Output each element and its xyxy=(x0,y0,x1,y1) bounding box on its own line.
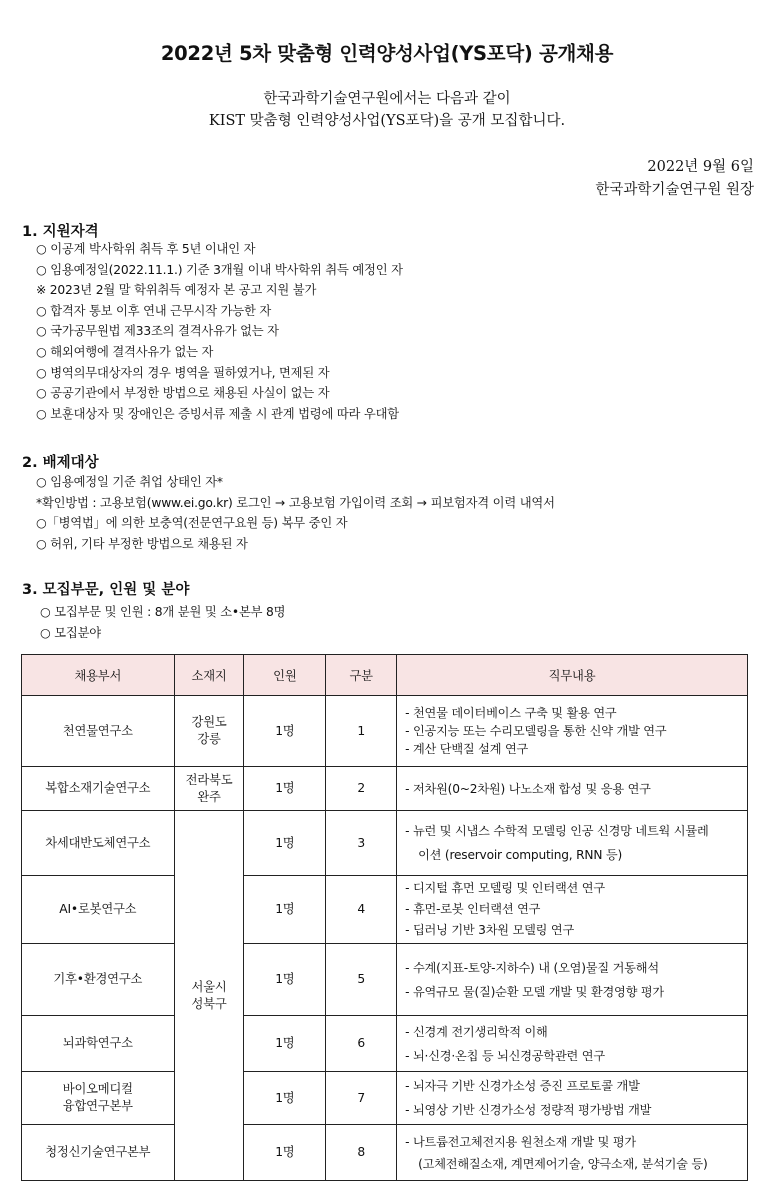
duties-cell xyxy=(397,876,748,944)
location-cell xyxy=(174,696,244,767)
count-cell: 1명 xyxy=(244,696,326,767)
list-item: ○ 병역의무대상자의 경우 병역을 필하였거나, 면제된 자 xyxy=(36,365,330,380)
table-row xyxy=(22,1072,748,1125)
duty-line: - 저차원(0~2차원) 나노소재 합성 및 응용 연구 xyxy=(405,781,651,796)
table-row xyxy=(22,811,748,876)
recruitment-table xyxy=(21,654,748,1181)
issue-date: 2022년 9월 6일 xyxy=(647,159,754,175)
duty-line: (고체전해질소재, 계면제어기술, 양극소재, 분석기술 등) xyxy=(418,1156,708,1171)
intro-text xyxy=(0,88,774,132)
duties-cell xyxy=(397,1125,748,1181)
number-cell: 8 xyxy=(326,1125,397,1181)
table-row xyxy=(22,1016,748,1072)
list-item: ○ 국가공무원법 제33조의 결격사유가 없는 자 xyxy=(36,324,279,339)
list-item: ○ 모집분야 xyxy=(40,625,101,640)
count-cell: 1명 xyxy=(244,1016,326,1072)
table-row xyxy=(22,696,748,767)
list-item: ○ 임용예정일 기준 취업 상태인 자* xyxy=(36,475,223,489)
location-cell xyxy=(174,811,244,1181)
header-headcount: 인원 xyxy=(244,655,326,696)
header-location: 소재지 xyxy=(174,655,244,696)
duty-line: - 나트륨전고체전지용 원천소재 개발 및 평가 xyxy=(405,1134,636,1149)
duties-cell xyxy=(397,944,748,1016)
number-cell: 5 xyxy=(326,944,397,1016)
duty-line: - 인공지능 또는 수리모델링을 통한 신약 개발 연구 xyxy=(405,724,667,738)
table-row xyxy=(22,767,748,811)
duty-line: - 천연물 데이터베이스 구축 및 활용 연구 xyxy=(405,706,617,720)
location-line: 완주 xyxy=(197,789,221,804)
duty-line: - 뇌영상 기반 신경가소성 정량적 평가방법 개발 xyxy=(405,1103,652,1117)
location-line: 성북구 xyxy=(191,996,227,1011)
duty-line: 이션 (reservoir computing, RNN 등) xyxy=(418,848,623,862)
header-department: 채용부서 xyxy=(22,655,175,696)
table-header-row xyxy=(22,655,748,696)
dept-cell: 천연물연구소 xyxy=(22,696,175,767)
issuer: 한국과학기술연구원 원장 xyxy=(595,182,754,198)
table-row xyxy=(22,876,748,944)
location-cell xyxy=(174,767,244,811)
dept-cell: 청정신기술연구본부 xyxy=(22,1125,175,1181)
count-cell: 1명 xyxy=(244,1072,326,1125)
duties-cell xyxy=(397,1072,748,1125)
list-item: ○ 합격자 통보 이후 연내 근무시작 가능한 자 xyxy=(36,303,272,318)
number-cell: 2 xyxy=(326,767,397,811)
intro-line-2: KIST 맞춤형 인력양성사업(YS포닥)을 공개 모집합니다. xyxy=(208,113,566,129)
date-block xyxy=(595,156,754,202)
section-heading-qualifications: 1. 지원자격 xyxy=(22,224,99,240)
dept-line: 바이오메디컬 xyxy=(62,1082,133,1096)
list-item: ○ 이공계 박사학위 취득 후 5년 이내인 자 xyxy=(36,242,256,256)
number-cell: 1 xyxy=(326,696,397,767)
duty-line: - 딥러닝 기반 3차원 모델링 연구 xyxy=(405,923,575,937)
list-item: ○「병역법」에 의한 보충역(전문연구요원 등) 복무 중인 자 xyxy=(36,516,348,531)
section-heading-recruitment: 3. 모집부문, 인원 및 분야 xyxy=(22,582,190,598)
header-duties: 직무내용 xyxy=(397,655,748,696)
recruitment-list xyxy=(40,602,285,643)
duty-line: - 신경계 전기생리학적 이해 xyxy=(405,1024,548,1039)
duties-cell xyxy=(397,696,748,767)
dept-cell xyxy=(22,1072,175,1125)
intro-line-1: 한국과학기술연구원에서는 다음과 같이 xyxy=(263,91,511,107)
count-cell: 1명 xyxy=(244,767,326,811)
duty-line: - 디지털 휴먼 모델링 및 인터랙션 연구 xyxy=(405,881,605,895)
number-cell: 3 xyxy=(326,811,397,876)
number-cell: 6 xyxy=(326,1016,397,1072)
header-number: 구분 xyxy=(326,655,397,696)
section-heading-exclusions: 2. 배제대상 xyxy=(22,455,99,471)
location-line: 강원도 xyxy=(191,715,227,729)
dept-cell: AI•로봇연구소 xyxy=(22,876,175,944)
list-item: *확인방법 : 고용보험(www.ei.go.kr) 로그인 → 고용보험 가입이력 조회 → 피보험자격 이력 내역서 xyxy=(36,495,555,510)
duties-cell xyxy=(397,1016,748,1072)
exclusions-list xyxy=(36,472,555,554)
table-row xyxy=(22,1125,748,1181)
duty-line: - 뇌자극 기반 신경가소성 증진 프로토콜 개발 xyxy=(405,1079,640,1093)
dept-cell: 차세대반도체연구소 xyxy=(22,811,175,876)
duty-line: - 수계(지표-토양-지하수) 내 (오염)물질 거동해석 xyxy=(405,960,659,975)
duty-line: - 유역규모 물(질)순환 모델 개발 및 환경영향 평가 xyxy=(405,984,664,999)
list-item: ○ 해외여행에 결격사유가 없는 자 xyxy=(36,344,214,359)
count-cell: 1명 xyxy=(244,944,326,1016)
dept-cell: 뇌과학연구소 xyxy=(22,1016,175,1072)
list-item: ※ 2023년 2월 말 학위취득 예정자 본 공고 지원 불가 xyxy=(36,283,317,298)
count-cell: 1명 xyxy=(244,1125,326,1181)
count-cell: 1명 xyxy=(244,876,326,944)
list-item: ○ 보훈대상자 및 장애인은 증빙서류 제출 시 관계 법령에 따라 우대함 xyxy=(36,406,399,421)
dept-cell: 기후•환경연구소 xyxy=(22,944,175,1016)
list-item: ○ 임용예정일(2022.11.1.) 기준 3개월 이내 박사학위 취득 예정인 자 xyxy=(36,262,403,277)
location-line: 강릉 xyxy=(197,732,221,746)
page-title: 2022년 5차 맞춤형 인력양성사업(YS포닥) 공개채용 xyxy=(160,42,614,65)
duty-line: - 휴먼-로봇 인터랙션 연구 xyxy=(405,902,541,916)
duties-cell xyxy=(397,767,748,811)
number-cell: 4 xyxy=(326,876,397,944)
location-line: 전라북도 xyxy=(185,772,233,787)
duties-cell xyxy=(397,811,748,876)
location-line: 서울시 xyxy=(191,979,227,994)
list-item: ○ 공공기관에서 부정한 방법으로 채용된 사실이 없는 자 xyxy=(36,386,330,401)
number-cell: 7 xyxy=(326,1072,397,1125)
list-item: ○ 허위, 기타 부정한 방법으로 채용된 자 xyxy=(36,536,248,551)
dept-line: 융합연구본부 xyxy=(62,1099,133,1113)
list-item: ○ 모집부문 및 인원 : 8개 분원 및 소•본부 8명 xyxy=(40,605,286,619)
count-cell: 1명 xyxy=(244,811,326,876)
qualifications-list xyxy=(36,239,403,424)
duty-line: - 뇌·신경·온칩 등 뇌신경공학관련 연구 xyxy=(405,1048,605,1063)
dept-cell: 복합소재기술연구소 xyxy=(22,767,175,811)
duty-line: - 계산 단백질 설계 연구 xyxy=(405,742,529,756)
duty-line: - 뉴런 및 시냅스 수학적 모델링 인공 신경망 네트웍 시뮬레 xyxy=(405,824,709,838)
table-row xyxy=(22,944,748,1016)
